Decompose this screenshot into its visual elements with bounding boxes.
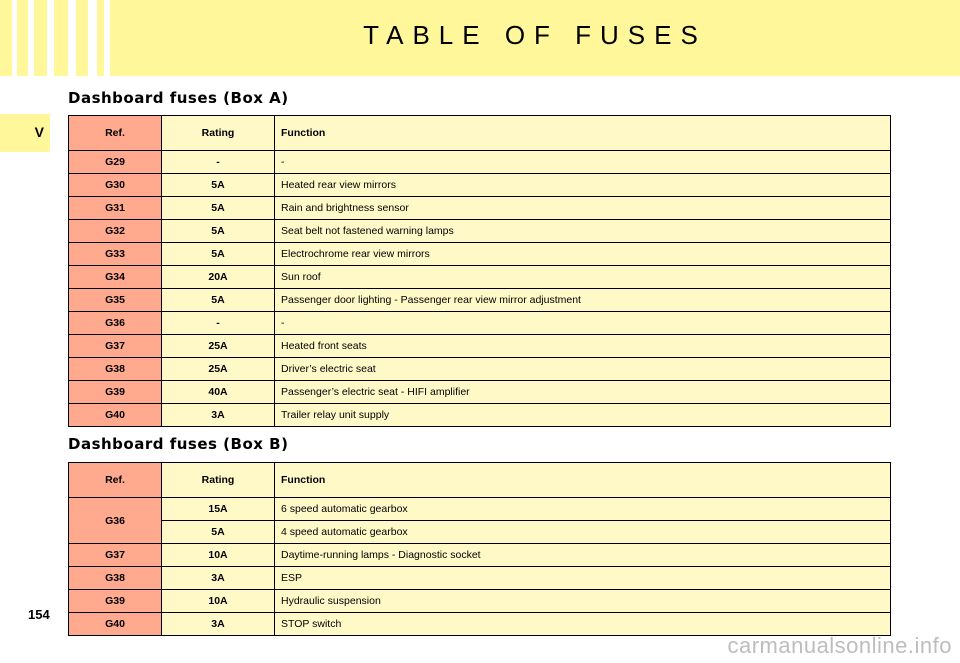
fuse-ref: G31 [69, 197, 162, 220]
fuse-function: Heated rear view mirrors [275, 174, 891, 197]
fuse-function: Rain and brightness sensor [275, 197, 891, 220]
table-row [69, 404, 891, 427]
section-title-box-b: Dashboard fuses (Box B) [68, 435, 289, 453]
header-stripe [88, 0, 97, 76]
table-row [69, 498, 891, 521]
fuse-rating: 20A [162, 266, 275, 289]
page-number: 154 [28, 607, 50, 622]
fuse-ref: G38 [69, 358, 162, 381]
fuse-rating: 10A [162, 590, 275, 613]
header-stripe [68, 0, 76, 76]
fuse-function: Seat belt not fastened warning lamps [275, 220, 891, 243]
header-stripe [47, 0, 54, 76]
fuse-function: ESP [275, 567, 891, 590]
fuse-ref: G40 [69, 613, 162, 636]
header-band [0, 0, 960, 76]
fuse-table-box-b [68, 462, 891, 636]
table-row [69, 335, 891, 358]
fuse-function: Sun roof [275, 266, 891, 289]
page-title: TABLE OF FUSES [363, 20, 707, 50]
fuse-rating: 5A [162, 289, 275, 312]
table-row [69, 220, 891, 243]
table-row [69, 521, 891, 544]
fuse-function: Daytime-running lamps - Diagnostic socket [275, 544, 891, 567]
column-header-rating: Rating [162, 116, 275, 151]
fuse-function: Hydraulic suspension [275, 590, 891, 613]
watermark: carmanualsonline.info [727, 633, 952, 658]
fuse-table-box-a [68, 115, 891, 427]
column-header-function: Function [275, 116, 891, 151]
table-row [69, 381, 891, 404]
fuse-function: STOP switch [275, 613, 891, 636]
fuse-ref: G30 [69, 174, 162, 197]
table-row [69, 197, 891, 220]
fuse-ref: G39 [69, 381, 162, 404]
chapter-letter: V [34, 124, 44, 140]
fuse-ref: G35 [69, 289, 162, 312]
column-header-ref: Ref. [69, 463, 162, 498]
table-row [69, 358, 891, 381]
fuse-function: Heated front seats [275, 335, 891, 358]
fuse-rating: 3A [162, 613, 275, 636]
table-row [69, 151, 891, 174]
table-row [69, 312, 891, 335]
column-header-ref: Ref. [69, 116, 162, 151]
table-row [69, 590, 891, 613]
fuse-function: - [275, 312, 891, 335]
table-row [69, 174, 891, 197]
fuse-ref: G38 [69, 567, 162, 590]
fuse-ref: G37 [69, 335, 162, 358]
fuse-rating: 5A [162, 174, 275, 197]
fuse-rating: 5A [162, 220, 275, 243]
fuse-rating: 5A [162, 521, 275, 544]
fuse-ref: G37 [69, 544, 162, 567]
column-header-function: Function [275, 463, 891, 498]
header-stripe [12, 0, 17, 76]
fuse-ref: G36 [69, 498, 162, 544]
fuse-ref: G32 [69, 220, 162, 243]
table-row [69, 289, 891, 312]
table-row [69, 266, 891, 289]
fuse-rating: - [162, 151, 275, 174]
fuse-rating: 3A [162, 404, 275, 427]
fuse-function: Electrochrome rear view mirrors [275, 243, 891, 266]
fuse-function: Driver’s electric seat [275, 358, 891, 381]
fuse-ref: G36 [69, 312, 162, 335]
table-row [69, 567, 891, 590]
fuse-ref: G29 [69, 151, 162, 174]
table-header-row [69, 463, 891, 498]
fuse-rating: 5A [162, 197, 275, 220]
fuse-ref: G39 [69, 590, 162, 613]
fuse-ref: G34 [69, 266, 162, 289]
fuse-rating: 15A [162, 498, 275, 521]
fuse-function: 4 speed automatic gearbox [275, 521, 891, 544]
fuse-rating: - [162, 312, 275, 335]
header-stripe [28, 0, 34, 76]
fuse-rating: 3A [162, 567, 275, 590]
fuse-ref: G40 [69, 404, 162, 427]
fuse-rating: 25A [162, 335, 275, 358]
fuse-ref: G33 [69, 243, 162, 266]
fuse-function: Trailer relay unit supply [275, 404, 891, 427]
section-title-box-a: Dashboard fuses (Box A) [68, 89, 289, 107]
table-row [69, 243, 891, 266]
fuse-function: Passenger’s electric seat - HIFI amplifier [275, 381, 891, 404]
fuse-rating: 5A [162, 243, 275, 266]
fuse-rating: 40A [162, 381, 275, 404]
fuse-rating: 10A [162, 544, 275, 567]
fuse-function: Passenger door lighting - Passenger rear view mirror adjustment [275, 289, 891, 312]
fuse-function: 6 speed automatic gearbox [275, 498, 891, 521]
fuse-function: - [275, 151, 891, 174]
table-row [69, 544, 891, 567]
fuse-rating: 25A [162, 358, 275, 381]
table-header-row [69, 116, 891, 151]
column-header-rating: Rating [162, 463, 275, 498]
